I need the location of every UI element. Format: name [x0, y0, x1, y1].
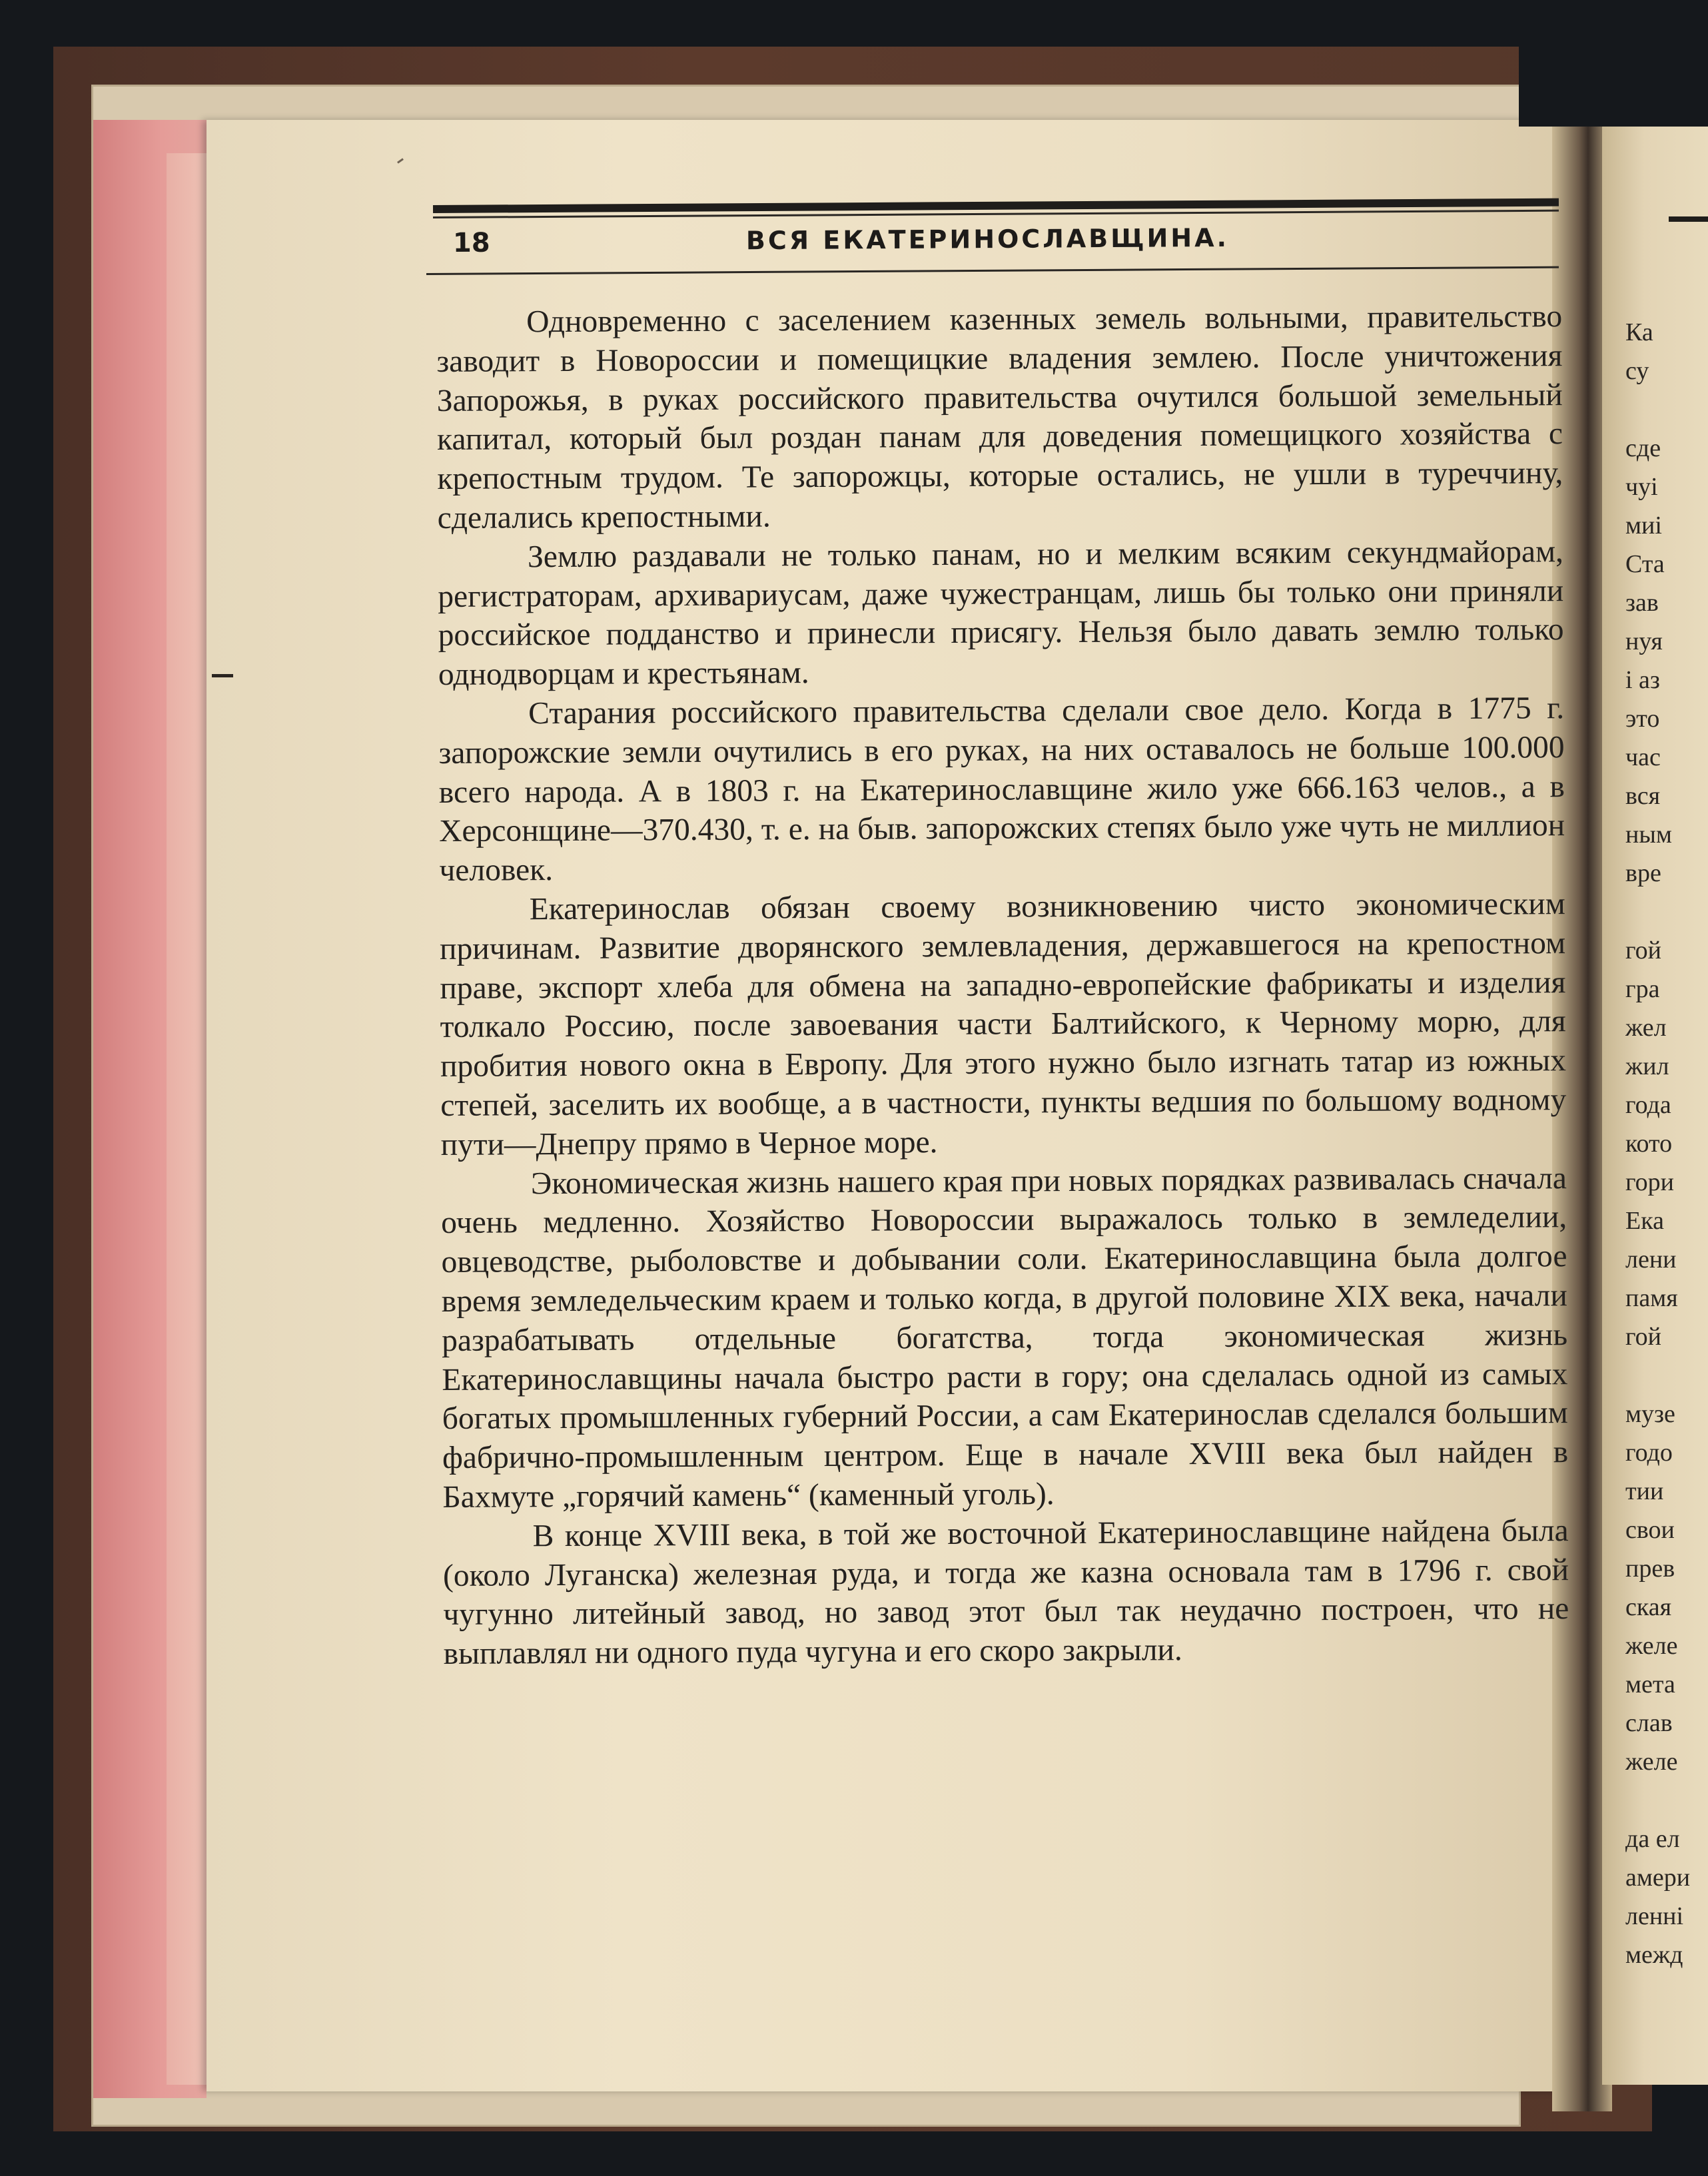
scan-background: [1519, 0, 1708, 127]
facing-page-line: гра: [1625, 975, 1660, 1003]
facing-page-line: годо: [1625, 1439, 1673, 1467]
facing-page-line: ленні: [1625, 1902, 1684, 1930]
facing-page-line: кото: [1625, 1130, 1673, 1158]
facing-page-line: слав: [1625, 1709, 1673, 1737]
facing-page-line: чуі: [1625, 473, 1658, 501]
facing-page-line: гой: [1625, 1323, 1661, 1351]
facing-page-line: [1625, 893, 1708, 931]
facing-page-line: межд: [1625, 1941, 1683, 1969]
facing-page-text: [1625, 313, 1708, 1974]
facing-page-line: зав: [1625, 589, 1659, 617]
paragraph: Одновременно с заселением казенных земель вольными, правительство заводит в Новороссии и помещицкие владения землею. После уничтожения Запорожья, в руках российского правительства очутился большой земельный капитал, который был роздан панам для доведения помещицкого хозяйства с крепостным трудом. Те запорожцы, которые остались, не ушли в туреччину, сделались крепостными.: [436, 299, 1563, 536]
facing-page-line: Ка: [1625, 318, 1653, 346]
facing-page-line: сде: [1625, 434, 1661, 462]
facing-page-line: желе: [1625, 1748, 1678, 1776]
facing-page-line: желе: [1625, 1632, 1678, 1660]
facing-page-line: [1625, 1356, 1708, 1395]
facing-page-line: свои: [1625, 1516, 1675, 1544]
facing-page-line: музе: [1625, 1400, 1675, 1428]
facing-page-line: миі: [1625, 512, 1662, 540]
paragraph: Екатеринослав обязан своему возникновению чисто экономическим причинам. Развитие дворянского землевладения, державшегося на крепостном праве, экспорт хлеба для обмена на западно-европейские фабрикаты и изделия толкало Россию, после завоевания части Балтийского, к Черному морю, для пробития нового окна в Европу. Для этого нужно было изгнать татар из южных степей, заселить их вообще, а в частности, пункты ведшия по большому водному пути—Днепру прямо в Черное море.: [439, 887, 1567, 1162]
facing-page-line: амери: [1625, 1864, 1691, 1892]
facing-page-line: час: [1625, 743, 1661, 771]
facing-page-line: су: [1625, 357, 1649, 385]
facing-page-line: памя: [1625, 1284, 1678, 1312]
facing-page-line: да ел: [1625, 1825, 1680, 1853]
facing-page-line: [1625, 390, 1708, 429]
facing-page-line: ская: [1625, 1593, 1672, 1621]
facing-page-line: вся: [1625, 782, 1661, 810]
facing-page-line: нуя: [1625, 627, 1663, 655]
facing-page-line: і аз: [1625, 666, 1660, 694]
facing-page-line: жел: [1625, 1014, 1667, 1042]
paragraph: В конце XVIII века, в той же восточной Екатеринославщине найдена была (около Луганска) железная руда, и тогда же казна основала там в 1796 г. свой чугунно литейный завод, но завод этот был так неудачно построен, что не выплавлял ни одного пуда чугуна и его скоро закрыли.: [442, 1513, 1569, 1672]
page-body: [436, 297, 1569, 1674]
margin-mark: [212, 674, 233, 677]
facing-page-line: прев: [1625, 1555, 1675, 1583]
facing-page-line: жил: [1625, 1052, 1669, 1080]
facing-page-line: лени: [1625, 1246, 1677, 1273]
running-title: ВСЯ ЕКАТЕРИНОСЛАВЩИНА.: [745, 222, 1230, 256]
facing-page-rule: [1669, 216, 1708, 222]
facing-page-line: [1625, 1781, 1708, 1820]
facing-page-line: Ста: [1625, 550, 1665, 578]
facing-page-line: гой: [1625, 936, 1661, 964]
facing-page-line: тии: [1625, 1477, 1664, 1505]
facing-page-line: года: [1625, 1091, 1671, 1119]
facing-page-line: ным: [1625, 821, 1672, 849]
facing-page-line: Ека: [1625, 1207, 1664, 1235]
page-number: 18: [452, 227, 490, 258]
paragraph: Экономическая жизнь нашего края при новых порядках развивалась сначала очень медленно. Хозяйство Новороссии выражалось только в земледелии, овцеводстве, рыболовстве и добывании соли. Екатеринославщина была долгое время земледельческим краем и только когда, в другой половине XIX века, начали разрабатывать отдельные богатства, тогда экономическая жизнь Екатеринославщины начала быстро расти в гору; она сделалась одной из самых богатых промышленных губерний России, а сам Екатеринослав сделался большим фабрично-промышленным центром. Еще в начале XVIII века был найден в Бахмуте „горячий камень“ (каменный уголь).: [441, 1160, 1569, 1515]
facing-page-line: мета: [1625, 1670, 1675, 1698]
paragraph: Старания российского правительства сделали свое дело. Когда в 1775 г. запорожские земли очутились в его руках, на них оставалось не больше 100.000 всего народа. А в 1803 г. на Екатеринославщине жило уже 666.163 челов., а в Херсонщине—370.430, т. е. на быв. запорожских степях было уже чуть не миллион человек.: [438, 691, 1565, 889]
facing-page-line: вре: [1625, 859, 1661, 887]
paragraph: Землю раздавали не только панам, но и мелким всяким секундмайорам, регистраторам, архивариусам, даже чужестранцам, лишь бы только они приняли российское подданство и принесли присягу. Нельзя было давать землю только однодворцам и крестьянам.: [438, 534, 1564, 693]
facing-page-line: это: [1625, 705, 1660, 733]
facing-page-line: гори: [1625, 1168, 1674, 1196]
page-header: [453, 217, 1545, 270]
